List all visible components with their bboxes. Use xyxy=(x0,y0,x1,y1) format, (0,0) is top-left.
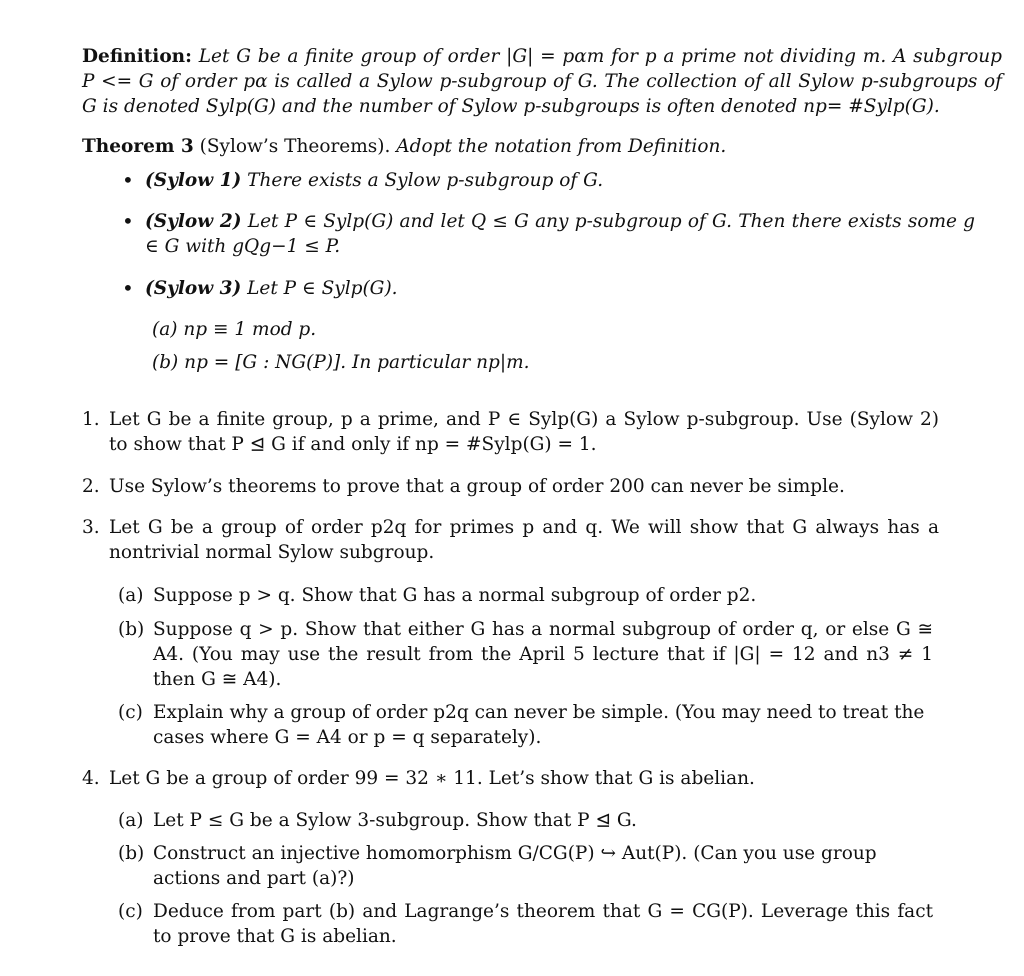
theorem-name: (Sylow’s Theorems). xyxy=(199,136,391,157)
part-label: (a) xyxy=(118,810,144,831)
sylow-label: (Sylow 3) xyxy=(145,278,242,299)
problem-number: 2. xyxy=(82,476,100,497)
bullet-icon: • xyxy=(122,276,134,300)
sylow-3a xyxy=(152,317,1024,342)
part-text: Suppose p > q. Show that G has a normal subgroup of order p2. xyxy=(153,585,757,606)
problem-number: 4. xyxy=(82,768,100,789)
theorem-text: Adopt the notation from Definition. xyxy=(396,136,727,157)
bullet-icon: • xyxy=(122,168,134,192)
problem-text: Use Sylow’s theorems to prove that a group of order 200 can never be simple. xyxy=(109,476,845,497)
problem-number: 3. xyxy=(82,517,100,538)
part-label: (b) xyxy=(118,619,145,640)
part-text: Deduce from part (b) and Lagrange’s theorem that G = CG(P). Leverage this fact to prove that G is abelian. xyxy=(153,901,933,947)
part-label: (c) xyxy=(118,702,143,723)
sub-text: np ≡ 1 mod p. xyxy=(183,319,317,340)
sylow-text: There exists a Sylow p-subgroup of G. xyxy=(247,170,604,191)
definition-block xyxy=(82,44,1002,119)
part-label: (b) xyxy=(118,843,145,864)
part-text: Suppose q > p. Show that either G has a normal subgroup of order q, or else G ≅ A4. (You may use the result from the April 5 lecture that if |G| = 12 and n3 ≠ 1 then G ≅ A4). xyxy=(153,619,933,690)
part-text: Explain why a group of order p2q can never be simple. (You may need to treat the cases where G = A4 or p = q separately). xyxy=(153,702,925,748)
part-text: Let P ≤ G be a Sylow 3-subgroup. Show that P ⊴ G. xyxy=(153,810,637,831)
sub-label: (a) xyxy=(152,319,178,340)
part-label: (a) xyxy=(118,585,144,606)
definition-text: Let G be a finite group of order |G| = pαm for p a prime not dividing m. A subgroup P <= G of order pα is called a Sylow p-subgroup of G. The collection of all Sylow p-subgroups of G is denoted Sylp(G) and the number of Sylow p-subgroups is often denoted np= #Sylp(G). xyxy=(82,46,1002,117)
sylow-text: Let P ∈ Sylp(G) and let Q ≤ G any p-subgroup of G. Then there exists some g ∈ G with gQg−1 ≤ P. xyxy=(145,211,975,257)
sylow-label: (Sylow 2) xyxy=(145,211,242,232)
theorem-heading xyxy=(82,134,1024,159)
theorem-label: Theorem 3 xyxy=(82,136,194,157)
bullet-icon: • xyxy=(122,209,134,233)
problem-text: Let G be a group of order p2q for primes p and q. We will show that G always has a nontrivial normal Sylow subgroup. xyxy=(109,517,939,563)
problem-text: Let G be a group of order 99 = 32 ∗ 11. Let’s show that G is abelian. xyxy=(109,768,755,789)
sylow-3b xyxy=(152,350,1024,375)
definition-label: Definition: xyxy=(82,46,192,67)
sylow-text: Let P ∈ Sylp(G). xyxy=(247,278,398,299)
part-label: (c) xyxy=(118,901,143,922)
part-text: Construct an injective homomorphism G/CG(P) ↪ Aut(P). (Can you use group actions and part (a)?) xyxy=(153,843,877,889)
problem-number: 1. xyxy=(82,409,100,430)
sub-text: np = [G : NG(P)]. In particular np|m. xyxy=(184,352,530,373)
sub-label: (b) xyxy=(152,352,179,373)
sylow-label: (Sylow 1) xyxy=(145,170,242,191)
problem-text: Let G be a finite group, p a prime, and P ∈ Sylp(G) a Sylow p-subgroup. Use (Sylow 2) to show that P ⊴ G if and only if np = #Sylp(G) = 1. xyxy=(109,409,939,455)
